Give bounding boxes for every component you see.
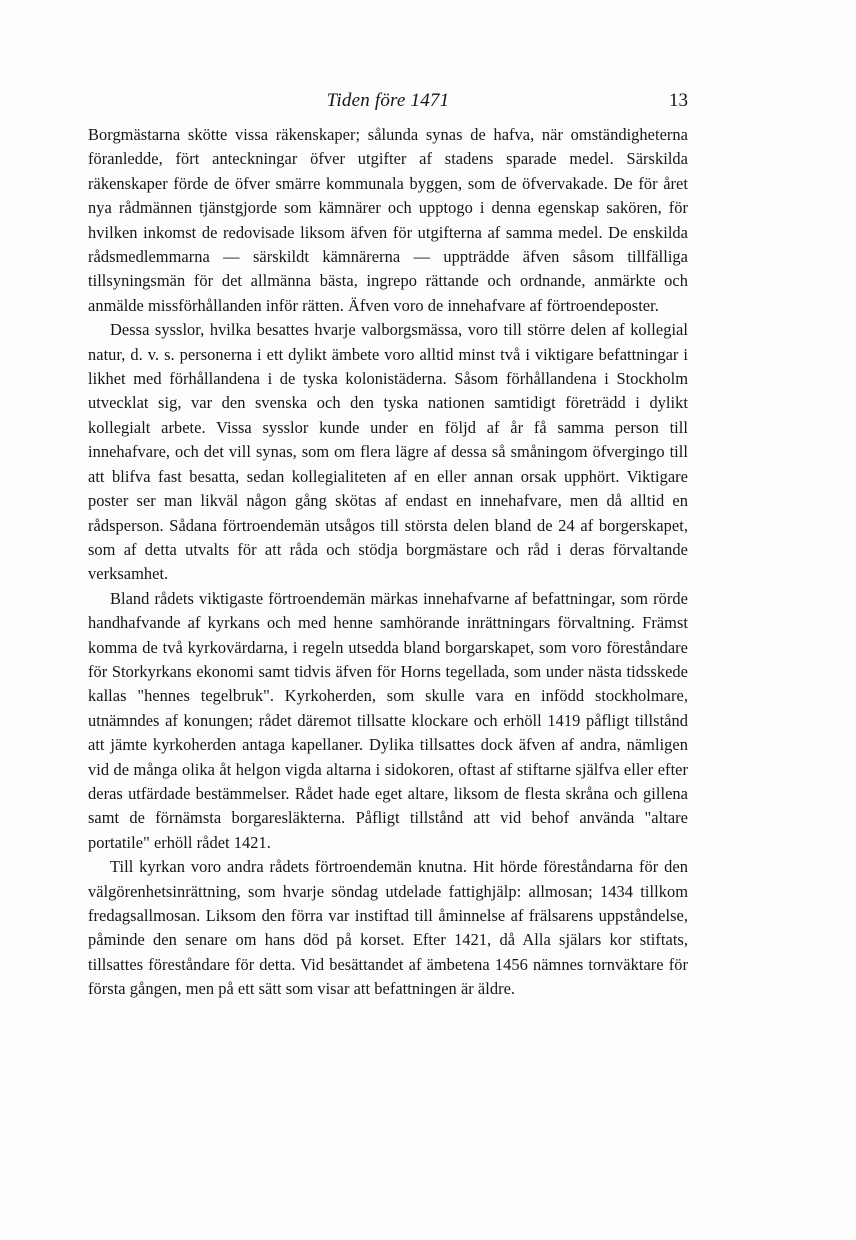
page-number: 13 [669,90,688,111]
paragraph: Borgmästarna skötte vissa räkenskaper; sålunda synas de hafva, när omständigheterna föranledde, fört anteckningar öfver utgifter af stadens sparade medel. Särskilda räkenskaper förde de öfver smärre kommunala byggen, som de öfvervakade. De för året nya rådmännen tjänstgjorde som kämnärer och upptogo i denna egenskap sakören, för hvilken inkomst de redovisade liksom äfven för utgifterna af samma medel. De enskilda rådsmedlemmarna — särskildt kämnärerna — uppträdde äfven såsom tillfälliga tillsyningsmän för det allmänna bästa, ingrepo rättande och ordnande, anmärkte och anmälde missförhållanden inför rätten. Äfven voro de innehafvare af förtroendeposter. [88,125,688,315]
paragraph: Till kyrkan voro andra rådets förtroendemän knutna. Hit hörde föreståndarna för den välgörenhetsinrättning, som hvarje söndag utdelade fattighjälp: allmosan; 1434 tillkom fredagsallmosan. Liksom den förra var instiftad till åminnelse af frälsarens uppståndelse, påminde den senare om hans död på korset. Efter 1421, då Alla själars kor stiftats, tillsattes föreståndare för detta. Vid besättandet af ämbetena 1456 nämnes tornväktare för första gången, men på ett sätt som visar att befattningen är äldre. [88,857,688,999]
page-header [88,88,688,114]
paragraph: Dessa sysslor, hvilka besattes hvarje valborgsmässa, voro till större delen af kollegial natur, d. v. s. personerna i ett dylikt ämbete voro alltid minst två i viktigare befattningar i likhet med förhållandena i de tyska kolonistäderna. Såsom förhållandena i Stockholm utvecklat sig, var den svenska och den tyska nationen samtidigt företrädd i dylikt kollegialt arbete. Vissa sysslor kunde under en följd af år få samma person till innehafvare, och det vill synas, som om flera lägre af dessa så småningom öfvergingo till att blifva fast besatta, sedan kollegialiteten af en eller annan orsak upphört. Viktigare poster ser man likväl någon gång skötas af endast en innehafvare, men då alltid en rådsperson. Sådana förtroendemän utsågos till största delen bland de 24 af borgerskapet, som af detta utvalts för att råda och stödja borgmästare och råd i deras förvaltande verksamhet. [88,320,688,584]
paragraph: Bland rådets viktigaste förtroendemän märkas innehafvarne af befattningar, som rörde handhafvande af kyrkans och med henne samhörande inrättningars förvaltning. Främst komma de två kyrkovärdarna, i regeln utsedda bland borgarskapet, som voro föreståndare för Storkyrkans ekonomi samt tidvis äfven för Horns tegellada, som under nästa tidsskede kallas "hennes tegelbruk". Kyrkoherden, som skulle vara en infödd stockholmare, utnämndes af konungen; rådet däremot tillsatte klockare och erhöll 1419 påfligt tillstånd att jämte kyrkoherden antaga kapellaner. Dylika tillsattes dock äfven af andra, nämligen vid de många olika åt helgon vigda altarna i sidokoren, oftast af stiftarne själfva eller efter deras utfärdade bestämmelser. Rådet hade eget altare, liksom de flesta skråna och gillena samt de förnämsta borgaresläkterna. Påfligt tillstånd att vid behof använda "altare portatile" erhöll rådet 1421. [88,588,688,852]
running-title: Tiden före 1471 [326,90,450,111]
body-text [88,123,688,1002]
